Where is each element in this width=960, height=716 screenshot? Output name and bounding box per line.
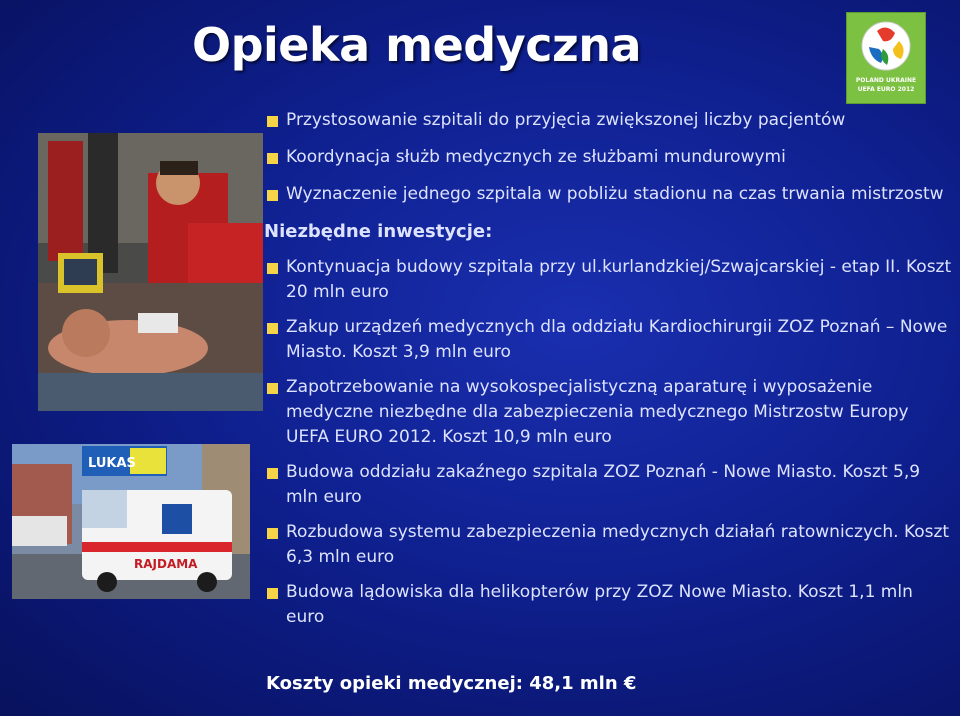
list-item: Rozbudowa systemu zabezpieczenia medycznych działań ratowniczych. Koszt 6,3 mln euro xyxy=(264,520,954,570)
bullet-icon xyxy=(267,116,278,127)
list-item: Budowa oddziału zakaźnego szpitala ZOZ Poznań - Nowe Miasto. Koszt 5,9 mln euro xyxy=(264,460,954,510)
list-item: Koordynacja służb medycznych ze służbami mundurowymi xyxy=(264,145,954,170)
list-item: Zakup urządzeń medycznych dla oddziału Kardiochirurgii ZOZ Poznań – Nowe Miasto. Koszt 3,9 mln euro xyxy=(264,315,954,365)
logo-line1: POLAND UKRAINE xyxy=(855,77,917,84)
bullet-icon xyxy=(267,263,278,274)
list-item: Przystosowanie szpitali do przyjęcia zwiększonej liczby pacjentów xyxy=(264,108,954,133)
store-sign-text: LUKAS xyxy=(88,456,136,471)
football-logo-icon xyxy=(847,13,925,79)
page-title: Opieka medyczna xyxy=(192,18,642,72)
list-item: Wyznaczenie jednego szpitala w pobliżu stadionu na czas trwania mistrzostw xyxy=(264,182,954,207)
ambulance-text: RAJDAMA xyxy=(134,557,198,571)
bullet-icon xyxy=(267,323,278,334)
bullet-icon xyxy=(267,528,278,539)
total-cost: Koszty opieki medycznej: 48,1 mln € xyxy=(266,673,637,694)
bullet-icon xyxy=(267,153,278,164)
list-item: Zapotrzebowanie na wysokospecjalistyczną aparaturę i wyposażenie medyczne niezbędne dla zabezpieczenia medycznego Mistrzostw Europy UEFA EURO 2012. Koszt 10,9 mln euro xyxy=(264,375,954,450)
list-item: Kontynuacja budowy szpitala przy ul.kurlandzkiej/Szwajcarskiej - etap II. Koszt 20 mln euro xyxy=(264,255,954,305)
section-heading: Niezbędne inwestycje: xyxy=(264,221,493,242)
ambulance-photo xyxy=(12,444,250,599)
paramedics-photo xyxy=(38,133,263,411)
bullet-icon xyxy=(267,190,278,201)
bullet-icon xyxy=(267,383,278,394)
bullet-icon xyxy=(267,468,278,479)
content-area xyxy=(264,108,954,630)
bullet-icon xyxy=(267,588,278,599)
list-item: Budowa lądowiska dla helikopterów przy ZOZ Nowe Miasto. Koszt 1,1 mln euro xyxy=(264,580,954,630)
logo-line2: UEFA EURO 2012 xyxy=(857,86,915,93)
euro-2012-logo xyxy=(846,12,926,104)
